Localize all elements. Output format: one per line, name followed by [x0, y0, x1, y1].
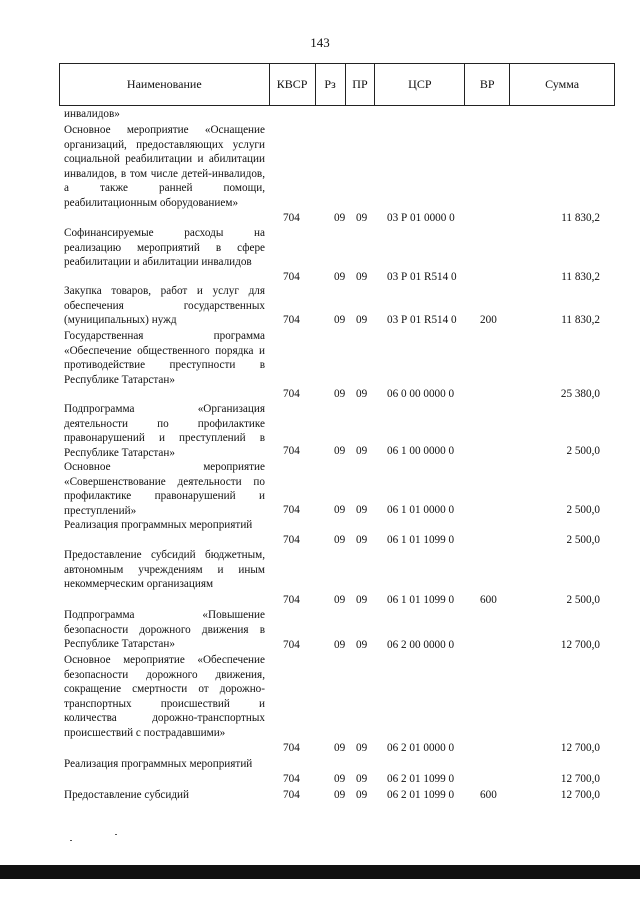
row-csr: 03 Р 01 R514 0 [387, 314, 457, 326]
row-rz: 09 [334, 445, 346, 457]
row-sum: 12 700,0 [560, 639, 600, 651]
row-kvsr: 704 [283, 742, 300, 754]
header-kvsr: КВСР [269, 64, 315, 106]
row-sum: 2 500,0 [566, 504, 600, 516]
row-rz: 09 [334, 388, 346, 400]
row-name: Предоставление субсидий бюджетным, автономным учреждениям и иным некоммерческим организациям [64, 549, 265, 591]
row-sum: 12 700,0 [560, 773, 600, 785]
row-pr: 09 [356, 445, 368, 457]
table-body [0, 107, 640, 808]
row-sum: 12 700,0 [560, 742, 600, 754]
table-row [0, 548, 640, 608]
row-csr: 06 2 01 1099 0 [387, 789, 455, 801]
table-row [0, 788, 640, 808]
row-pr: 09 [356, 504, 368, 516]
row-pr: 09 [356, 212, 368, 224]
table-row [0, 402, 640, 460]
row-name: инвалидов» [64, 108, 120, 120]
header-csr: ЦСР [375, 64, 465, 106]
row-kvsr: 704 [283, 789, 300, 801]
table-header [59, 63, 615, 106]
row-csr: 06 1 01 0000 0 [387, 504, 455, 516]
header-sum: Сумма [510, 64, 615, 106]
row-rz: 09 [334, 314, 346, 326]
row-name: Софинансируемые расходы на реализацию мероприятий в сфере реабилитации и абилитации инвалидов [64, 227, 265, 269]
row-pr: 09 [356, 742, 368, 754]
row-sum: 11 830,2 [561, 212, 600, 224]
row-rz: 09 [334, 212, 346, 224]
row-sum: 11 830,2 [561, 271, 600, 283]
row-name: Реализация программных мероприятий [64, 758, 253, 770]
row-rz: 09 [334, 271, 346, 283]
row-csr: 06 2 01 0000 0 [387, 742, 455, 754]
row-vr: 600 [480, 594, 497, 606]
row-name: Основное мероприятие «Оснащение организаций, предоставляющих услуги социальной реабилитации и абилитации инвалидов, в том числе детей-инвалидов, а также ранней помощи, реабилитационным оборудованием» [64, 124, 265, 209]
row-pr: 09 [356, 271, 368, 283]
row-kvsr: 704 [283, 773, 300, 785]
row-pr: 09 [356, 388, 368, 400]
table-row [0, 329, 640, 402]
row-rz: 09 [334, 789, 346, 801]
row-rz: 09 [334, 742, 346, 754]
row-csr: 06 1 00 0000 0 [387, 445, 455, 457]
scan-bottom-border [0, 865, 640, 879]
table-row [0, 757, 640, 788]
row-csr: 06 2 01 1099 0 [387, 773, 455, 785]
row-name: Подпрограмма «Повышение безопасности дорожного движения в Республике Татарстан» [64, 609, 265, 651]
row-vr: 200 [480, 314, 497, 326]
row-rz: 09 [334, 504, 346, 516]
row-rz: 09 [334, 639, 346, 651]
row-kvsr: 704 [283, 388, 300, 400]
table-row [0, 518, 640, 548]
row-csr: 06 0 00 0000 0 [387, 388, 455, 400]
row-kvsr: 704 [283, 594, 300, 606]
table-row [0, 123, 640, 226]
row-kvsr: 704 [283, 639, 300, 651]
row-name: Предоставление субсидий [64, 789, 190, 801]
row-kvsr: 704 [283, 504, 300, 516]
row-kvsr: 704 [283, 212, 300, 224]
table-row [0, 226, 640, 284]
row-pr: 09 [356, 314, 368, 326]
row-sum: 11 830,2 [561, 314, 600, 326]
row-sum: 12 700,0 [560, 789, 600, 801]
row-csr: 06 2 00 0000 0 [387, 639, 455, 651]
row-rz: 09 [334, 594, 346, 606]
table-row [0, 608, 640, 653]
row-kvsr: 704 [283, 271, 300, 283]
table-row [0, 284, 640, 329]
row-sum: 2 500,0 [566, 594, 600, 606]
row-name: Основное мероприятие «Обеспечение безопасности дорожного движения, сокращение смертности от дорожно-транспортных происшествий и количества дорожно-транспортных происшествий с пострадавшими» [64, 654, 265, 739]
table-row [0, 653, 640, 757]
row-pr: 09 [356, 534, 368, 546]
header-name: Наименование [60, 64, 270, 106]
table-row [0, 107, 640, 123]
row-name: Подпрограмма «Организация деятельности по профилактике правонарушений и преступлений в Республике Татарстан» [64, 403, 265, 459]
row-csr: 06 1 01 1099 0 [387, 594, 455, 606]
scan-speck [70, 840, 72, 841]
row-rz: 09 [334, 534, 346, 546]
row-kvsr: 704 [283, 445, 300, 457]
row-csr: 03 Р 01 R514 0 [387, 271, 457, 283]
row-pr: 09 [356, 594, 368, 606]
row-sum: 2 500,0 [566, 534, 600, 546]
row-name: Основное мероприятие «Совершенствование деятельности по профилактике правонарушений и преступлений» [64, 461, 265, 517]
scan-speck [115, 834, 117, 835]
row-name: Закупка товаров, работ и услуг для обеспечения государственных (муниципальных) нужд [64, 285, 265, 327]
page-number: 143 [310, 35, 330, 50]
row-pr: 09 [356, 773, 368, 785]
row-name: Государственная программа «Обеспечение общественного порядка и противодействие преступности в Республике Татарстан» [64, 330, 265, 386]
table-row [0, 460, 640, 518]
row-name: Реализация программных мероприятий [64, 519, 253, 531]
row-pr: 09 [356, 639, 368, 651]
row-sum: 25 380,0 [560, 388, 600, 400]
row-csr: 06 1 01 1099 0 [387, 534, 455, 546]
header-pr: ПР [345, 64, 375, 106]
row-pr: 09 [356, 789, 368, 801]
header-vr: ВР [465, 64, 510, 106]
row-rz: 09 [334, 773, 346, 785]
row-kvsr: 704 [283, 314, 300, 326]
row-sum: 2 500,0 [566, 445, 600, 457]
row-csr: 03 Р 01 0000 0 [387, 212, 455, 224]
row-vr: 600 [480, 789, 497, 801]
header-rz: Рз [315, 64, 345, 106]
row-kvsr: 704 [283, 534, 300, 546]
